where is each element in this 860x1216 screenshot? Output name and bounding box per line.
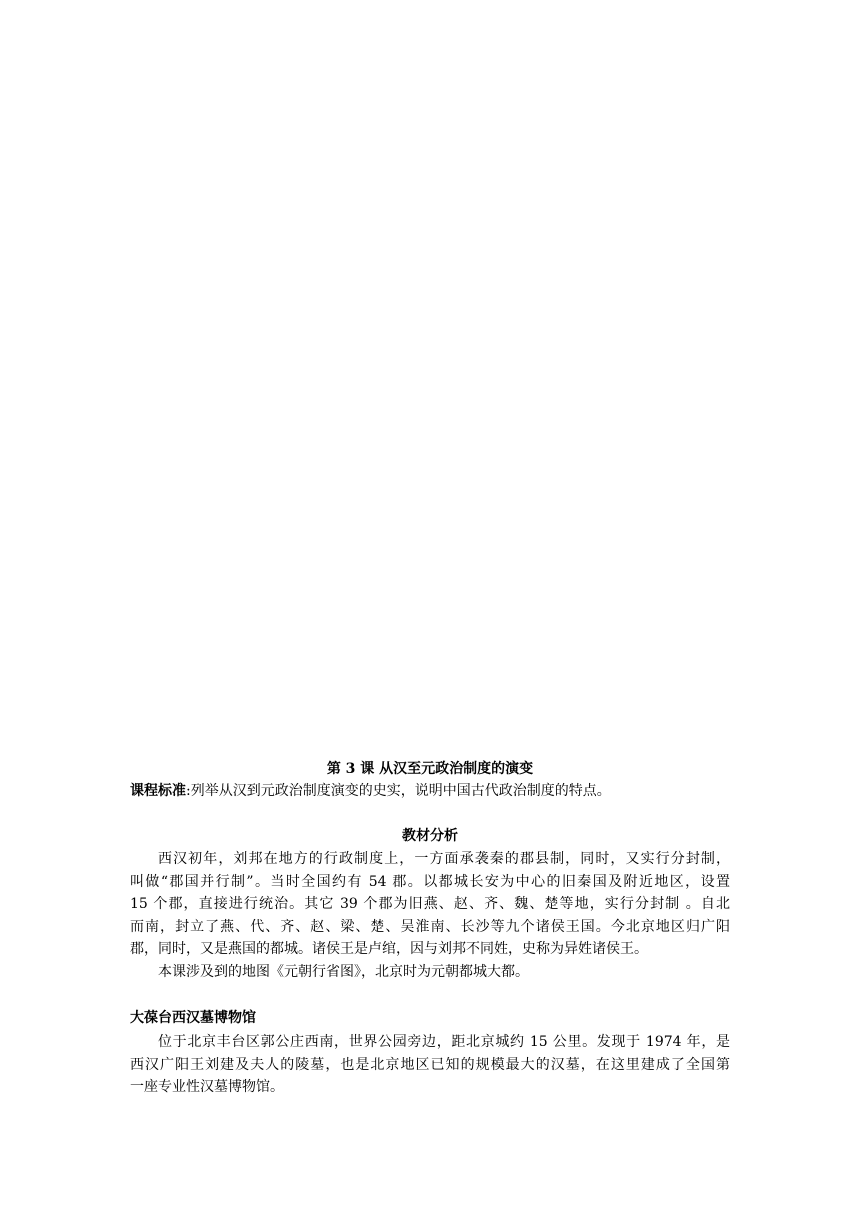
- paragraph-line: 叫做“郡国并行制”。当时全国约有 54 郡。以都城长安为中心的旧秦国及附近地区，设置: [130, 873, 730, 890]
- analysis-heading: 教材分析: [402, 828, 458, 844]
- paragraph-line: 一座专业性汉墓博物馆。: [130, 1079, 284, 1095]
- museum-heading: 大葆台西汉墓博物馆: [130, 1010, 256, 1026]
- museum-paragraph: [130, 1031, 730, 1099]
- paragraph-line: 西汉广阳王刘建及夫人的陵墓，也是北京地区已知的规模最大的汉墓，在这里建成了全国第: [130, 1056, 730, 1073]
- paragraph-line: 郡，同时，又是燕国的都城。诸侯王是卢绾，因与刘邦不同姓，史称为异姓诸侯王。: [130, 941, 648, 957]
- paragraph-line: 而南，封立了燕、代、齐、赵、梁、楚、吴淮南、长沙等九个诸侯王国。今北京地区归广阳: [130, 918, 730, 935]
- course-standard-text: :列举从汉到元政治制度演变的史实，说明中国古代政治制度的特点。: [186, 783, 611, 799]
- course-standard-label: 课程标准: [130, 783, 186, 799]
- paragraph-line: 15 个郡，直接进行统治。其它 39 个郡为旧燕、赵、齐、魏、楚等地，实行分封制 。自北: [130, 896, 730, 912]
- analysis-paragraph-1: [130, 848, 730, 961]
- paragraph-line: 西汉初年，刘邦在地方的行政制度上，一方面承袭秦的郡县制，同时，又实行分封制，: [158, 851, 730, 867]
- document-page: [130, 758, 730, 1099]
- blank-line: [130, 983, 730, 1005]
- paragraph-line: 位于北京丰台区郭公庄西南，世界公园旁边，距北京城约 15 公里。发现于 1974 年，是: [158, 1034, 730, 1050]
- lesson-title: 第 3 课 从汉至元政治制度的演变: [326, 761, 534, 777]
- course-standard: [130, 780, 730, 802]
- analysis-paragraph-2: 本课涉及到的地图《元朝行省图》，北京时为元朝都城大都。: [158, 963, 529, 980]
- blank-line: [130, 802, 730, 824]
